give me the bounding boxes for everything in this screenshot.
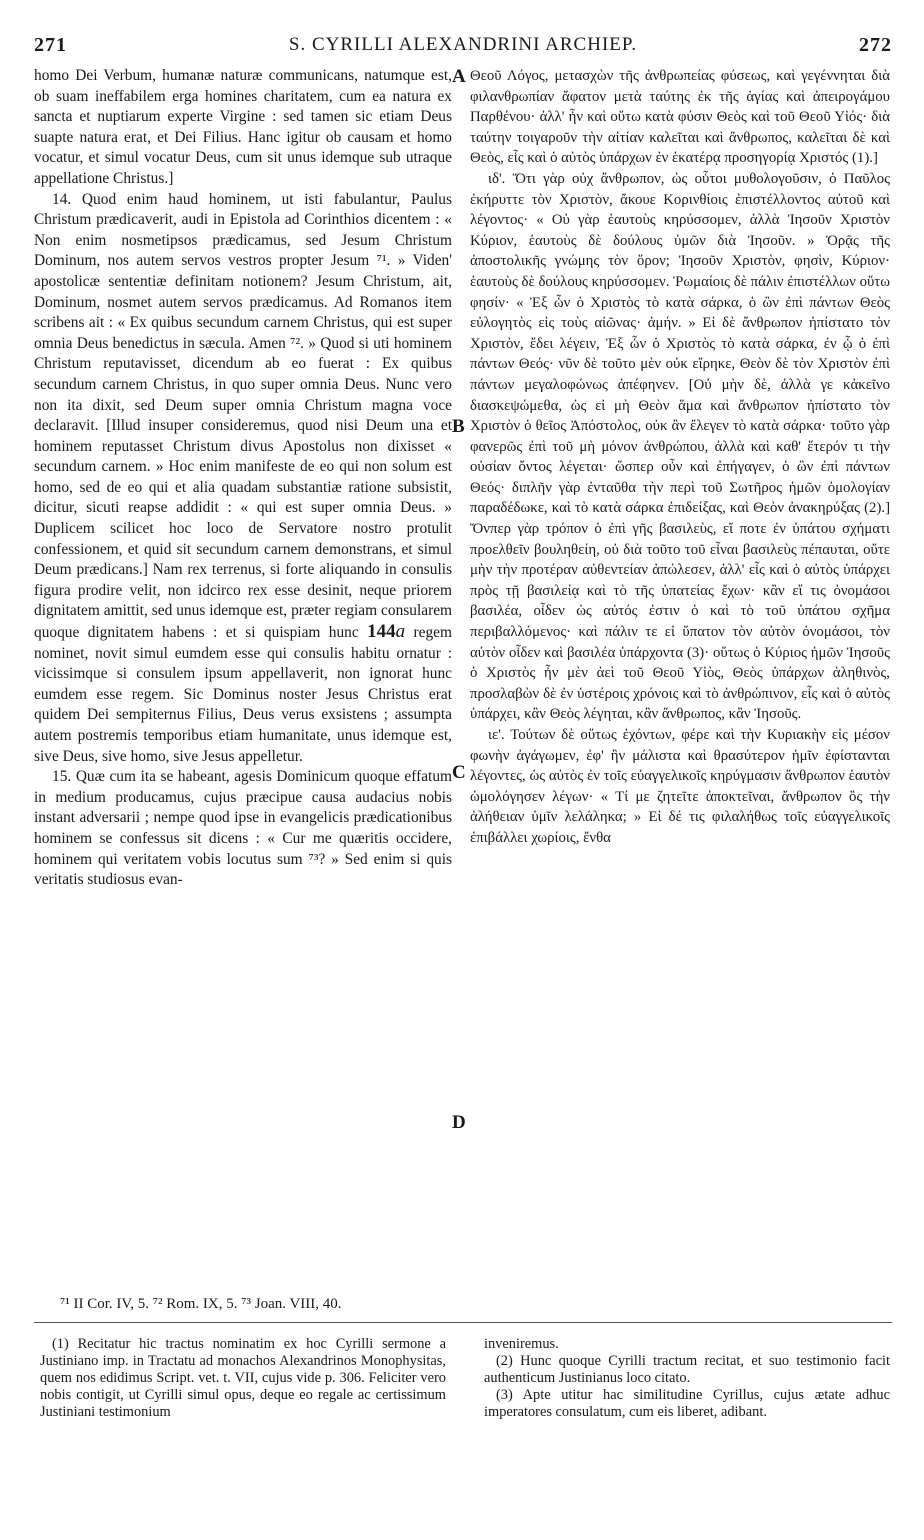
footnote-1: (1) Recitatur hic tractus nominatim ex hoc Cyrilli sermone a Justiniano imp. in Tractatu ad monachos Alexandrinos Monophysitas, quem nos edidimus Script. vet. t. VII, cujus vide p. 306. Feliciter vero nobis contigit, ut Cyrilli simul opus, deque eo regale ac certissimum Justiniani testimonium xyxy=(40,1336,446,1420)
greek-paragraph-15: ιε'. Τούτων δὲ οὕτως ἐχόντων, φέρε καὶ τὴν Κυριακὴν εἰς μέσον φωνὴν ἀγάγωμεν, ἐφ' ἣν μάλιστα καὶ θρασύτερον ἡμῖν ἐφίστανται λέγοντες, ὡς αὐτὸς ἐν τοῖς εὐαγγελικοῖς κηρύγμασιν ἄνθρωπον ἑαυτὸν ὡμολόγησεν λέγων· « Τί με ζητεῖτε ἀποκτεῖναι, ἄνθρωπον ὃς τὴν ἀλήθειαν ὑμῖν λελάληκα; » Εἰ δέ τις φιλαλήθως τοῖς εὐαγγελικοῖς ἐπιβάλλει χωρίοις, ἔνθα xyxy=(470,727,890,846)
margin-letter-c: C xyxy=(452,762,466,783)
running-header xyxy=(34,34,892,62)
margin-letter-b: B xyxy=(452,416,465,437)
latin-column xyxy=(34,66,452,891)
footnote-1-continuation: inveniremus. xyxy=(484,1336,559,1352)
page-number-right: 272 xyxy=(859,34,892,56)
latin-paragraph-15: 15. Quæ cum ita se habeant, agesis Dominicum quoque effatum in medium producamus, cujus præcipue causa audacius nobis instant adversarii ; nempe quod ipse in evangelicis prædicationibus hominem se confessus sit dicens : « Cur me quæritis occidere, hominem qui veritatem vobis locutus sum ⁷³? » Sed enim si quis veritatis studiosus evan- xyxy=(34,768,452,889)
footnotes-right xyxy=(484,1336,890,1421)
greek-paragraph-14: ιδ'. Ὅτι γὰρ οὐχ ἄνθρωπον, ὡς οὗτοι μυθολογοῦσιν, ὁ Παῦλος ἐκήρυττε τὸν Χριστὸν, ἄκουε Κορινθίοις ἐπιστέλλοντος αὐτοῦ καὶ λέγοντος· « Οὐ γὰρ ἑαυτοὺς κηρύσσομεν, ἀλλὰ Ἰησοῦν Χριστὸν Κύριον, ἑαυτοὺς δὲ δούλους ὑμῶν διὰ Ἰησοῦν. » Ὁρᾷς τῆς ἀποστολικῆς γνώμης τὸν ὅρον; Ἰησοῦν Χριστὸν, φησὶν, Κύριον· ἑαυτοὺς δὲ δούλους κηρύσσομεν. Ῥωμαίοις δὲ πάλιν ἐπιστέλλων οὕτω φησίν· « Ἐξ ὧν ὁ Χριστὸς τὸ κατὰ σάρκα, ὁ ὢν ἐπὶ πάντων Θεὸς εὐλογητὸς εἰς τοὺς αἰῶνας· ἀμήν. » Εἰ δὲ ἄνθρωπον ἠπίστατο τὸν Χριστὸν, ἔδει λέγειν, Ἐξ ὧν ὁ Χριστὸς τὸ κατὰ σάρκα, ἐν ᾧ ὁ ἐπὶ πάντων Θεός· νῦν δὲ τοῦτο μὲν οὐκ εἴρηκε, Θεὸν δὲ τὸν Χριστὸν ἐπὶ πάντων μεγαλοφώνως ἀπέφηνεν. [Οὐ μὴν δὲ, ἀλλὰ γε κἀκεῖνο διασκεψώμεθα, ὡς εἰ μὴ Θεὸν ἅμα καὶ ἄνθρωπον ἠπίστατο τὸν Χριστὸν ὁ θεῖος Ἀπόστολος, οὐκ ἂν ἔλεγεν τὸ κατὰ σάρκα· τοῦτο γὰρ φανερῶς ἐπὶ τοῦ μὴ μόνον ἀνθρώπου, ἀλλὰ καὶ καθ' ἕτερόν τι τὴν οὐσίαν ὄντος λέγεται· ὥσπερ οὖν καὶ ἐπήγαγεν, ὁ ὢν ἐπὶ πάντων Θεός· διπλῆν γὰρ ἐνταῦθα τὴν περὶ τοῦ Σωτῆρος ἡμῶν ὁμολογίαν παραδέδωκε, καὶ τὸ κατὰ σάρκα ἐπιδείξας, καὶ Θεὸν ἀνακηρύξας (2).] Ὅνπερ γὰρ τρόπον ὁ ἐπὶ γῆς βασιλεὺς, εἴ ποτε ἐν ὑπάτου σχήματι προελθεῖν βουληθείη, οὐ διὰ τοῦτο τοῦ εἶναι βασιλεὺς πέπαυται, οὔτε μὴν τὴν προτέραν αὐθεντείαν ἀπώλεσεν, ἀλλ' εἷς καὶ ὁ αὐτὸς ὑπάρχει πρὸς τῇ βασιλείᾳ καὶ τὸ τῆς ὑπατείας ἔχων· κἂν εἴ τις ὀνομάσοι βασιλέα, οἶδεν ὡς αὐτός ἐστιν ὁ καὶ τὸ τοῦ ὑπάτου σχῆμα περιβαλλόμενος· καὶ πάλιν τε εἰ ὕπατον τὸν αὐτὸν ὀνομάσοι, τὸν αὐτὸν οἶδεν καὶ βασιλέα ὑπάρχοντα (3)· οὕτως ὁ Κύριος ἡμῶν Ἰησοῦς ὁ Χριστὸς ἦν μὲν ἀεὶ τοῦ Θεοῦ Υἱὸς, Θεὸς ὑπάρχων ἀληθινὸς, προσλαβὼν δὲ ἐν ὑστέροις χρόνοις καὶ τὸ ἀνθρώπινον, εἷς καὶ ὁ αὐτὸς ὑπάρχει, κἂν Θεὸς λέγηται, κἂν ἄνθρωπος, κἂν Ἰησοῦς. xyxy=(470,170,890,723)
footnotes-left xyxy=(40,1336,446,1421)
margin-letter-a: A xyxy=(452,66,466,87)
latin-paragraph-14-text: 14. Quod enim haud hominem, ut isti fabulantur, Paulus Christum prædicaverit, audi in Epistola ad Corinthios dicentem : « Non enim nosmetipsos prædicamus, sed Jesum Christum Dominum, nos autem servos vestros propter Jesum ⁷¹. » Viden' apostolicæ sententiæ definitam notionem? Jesum Christum, ait, Dominum, nosmet autem servos prædicamus. Ad Romanos item scribens ait : « Ex quibus secundum carnem Christus, qui est super omnia Deus benedictus in sæcula. Amen ⁷². » Quod si uti hominem Christum reputavisset, dicendum ab eo fuerat : Ex quibus secundum carnem Christus, in quo super omnia Deus. Nunc vero non ita dixit, sed Deum super omnia Christum magna voce declaravit. [Illud insuper consideremus, quod nisi Deum una et hominem reputasset Christum divus Apostolus non dixisset « secundum carnem. » Hoc enim manifeste de eo qui non solum est homo, sed de eo qui et alia quadam substantiæ ratione subsistit, dicitur, sicuti reapse addidit : « qui est super omnia Deus. » Duplicem scilicet hoc loco de Servatore nostro protulit confessionem, et quid sit secundum carnem demonstrans, et simul Deum prædicans.] Nam rex terrenus, si forte aliquando in consulis figura prodire velit, non idcirco rex esse desinit, neque priorem dignitatem amittit, sed unus idemque est, præter regiam consularem quoque dignitatem habens : et si quispiam hunc xyxy=(34,190,452,642)
margin-letter-d: D xyxy=(452,1112,466,1133)
header-title: S. CYRILLI ALEXANDRINI ARCHIEP. xyxy=(288,34,638,55)
page-number-left: 271 xyxy=(34,34,67,56)
latin-paragraph-14 xyxy=(34,190,452,768)
footnote-2: (2) Hunc quoque Cyrilli tractum recitat, et suo testimonio facit authenticum Justinianus loco citato. xyxy=(484,1353,890,1386)
footnote-divider xyxy=(34,1322,892,1323)
footnote-3: (3) Apte utitur hac similitudine Cyrillus, cujus ætate adhuc imperatores consulatum, cum eis liberet, adibant. xyxy=(484,1387,890,1420)
greek-column xyxy=(470,66,890,849)
folio-marker: 144a xyxy=(367,621,406,643)
latin-paragraph-14-cont: regem nominet, novit simul eumdem esse qui consulis habitu ornatur : vicissimque si consulem ipsum appellaverit, non ignorat hunc eumdem esse regem. Sic Dominus noster Jesus Christus erat quidem Dei sempiternus Filius, Deus verus exsistens ; assumpta autem postremis temporibus etiam humanitate, unus idemque est, sive Deus, sive homo, sive Jesus appelletur. xyxy=(34,624,452,765)
greek-paragraph-13-end: Θεοῦ Λόγος, μετασχὼν τῆς ἀνθρωπείας φύσεως, καὶ γεγέννηται διὰ φιλανθρωπίαν ἄφατον μετὰ ταύτης ἐκ τῆς ἁγίας καὶ ἀπειρογάμου Παρθένου· ἀλλ' ἦν καὶ οὕτω κατὰ φύσιν Θεὸς καὶ τοῦ Θεοῦ Υἱός· διὰ ταύτην τοιγαροῦν τὴν αἰτίαν καλεῖται καὶ ἄνθρωπος, καλεῖται δὲ καὶ Θεὸς, εἷς καὶ ὁ αὐτὸς ὑπάρχων ἐν ἑκατέρᾳ προσηγορίᾳ Χριστός (1).] xyxy=(470,68,890,167)
latin-paragraph-13-end: homo Dei Verbum, humanæ naturæ communicans, natumque est, ob suam ineffabilem erga homines charitatem, cum ea natura ex sancta et nuptiarum experte Virgine : sed tamen sic etiam Deus suapte natura erat, et Dei Filius. Hanc igitur ob causam et homo vocatur, et simul vocatur Deus, cum sit unus idemque sub utraque appellatione Christus.] xyxy=(34,67,452,187)
scripture-references: ⁷¹ II Cor. IV, 5. ⁷² Rom. IX, 5. ⁷³ Joan. VIII, 40. xyxy=(60,1296,342,1312)
